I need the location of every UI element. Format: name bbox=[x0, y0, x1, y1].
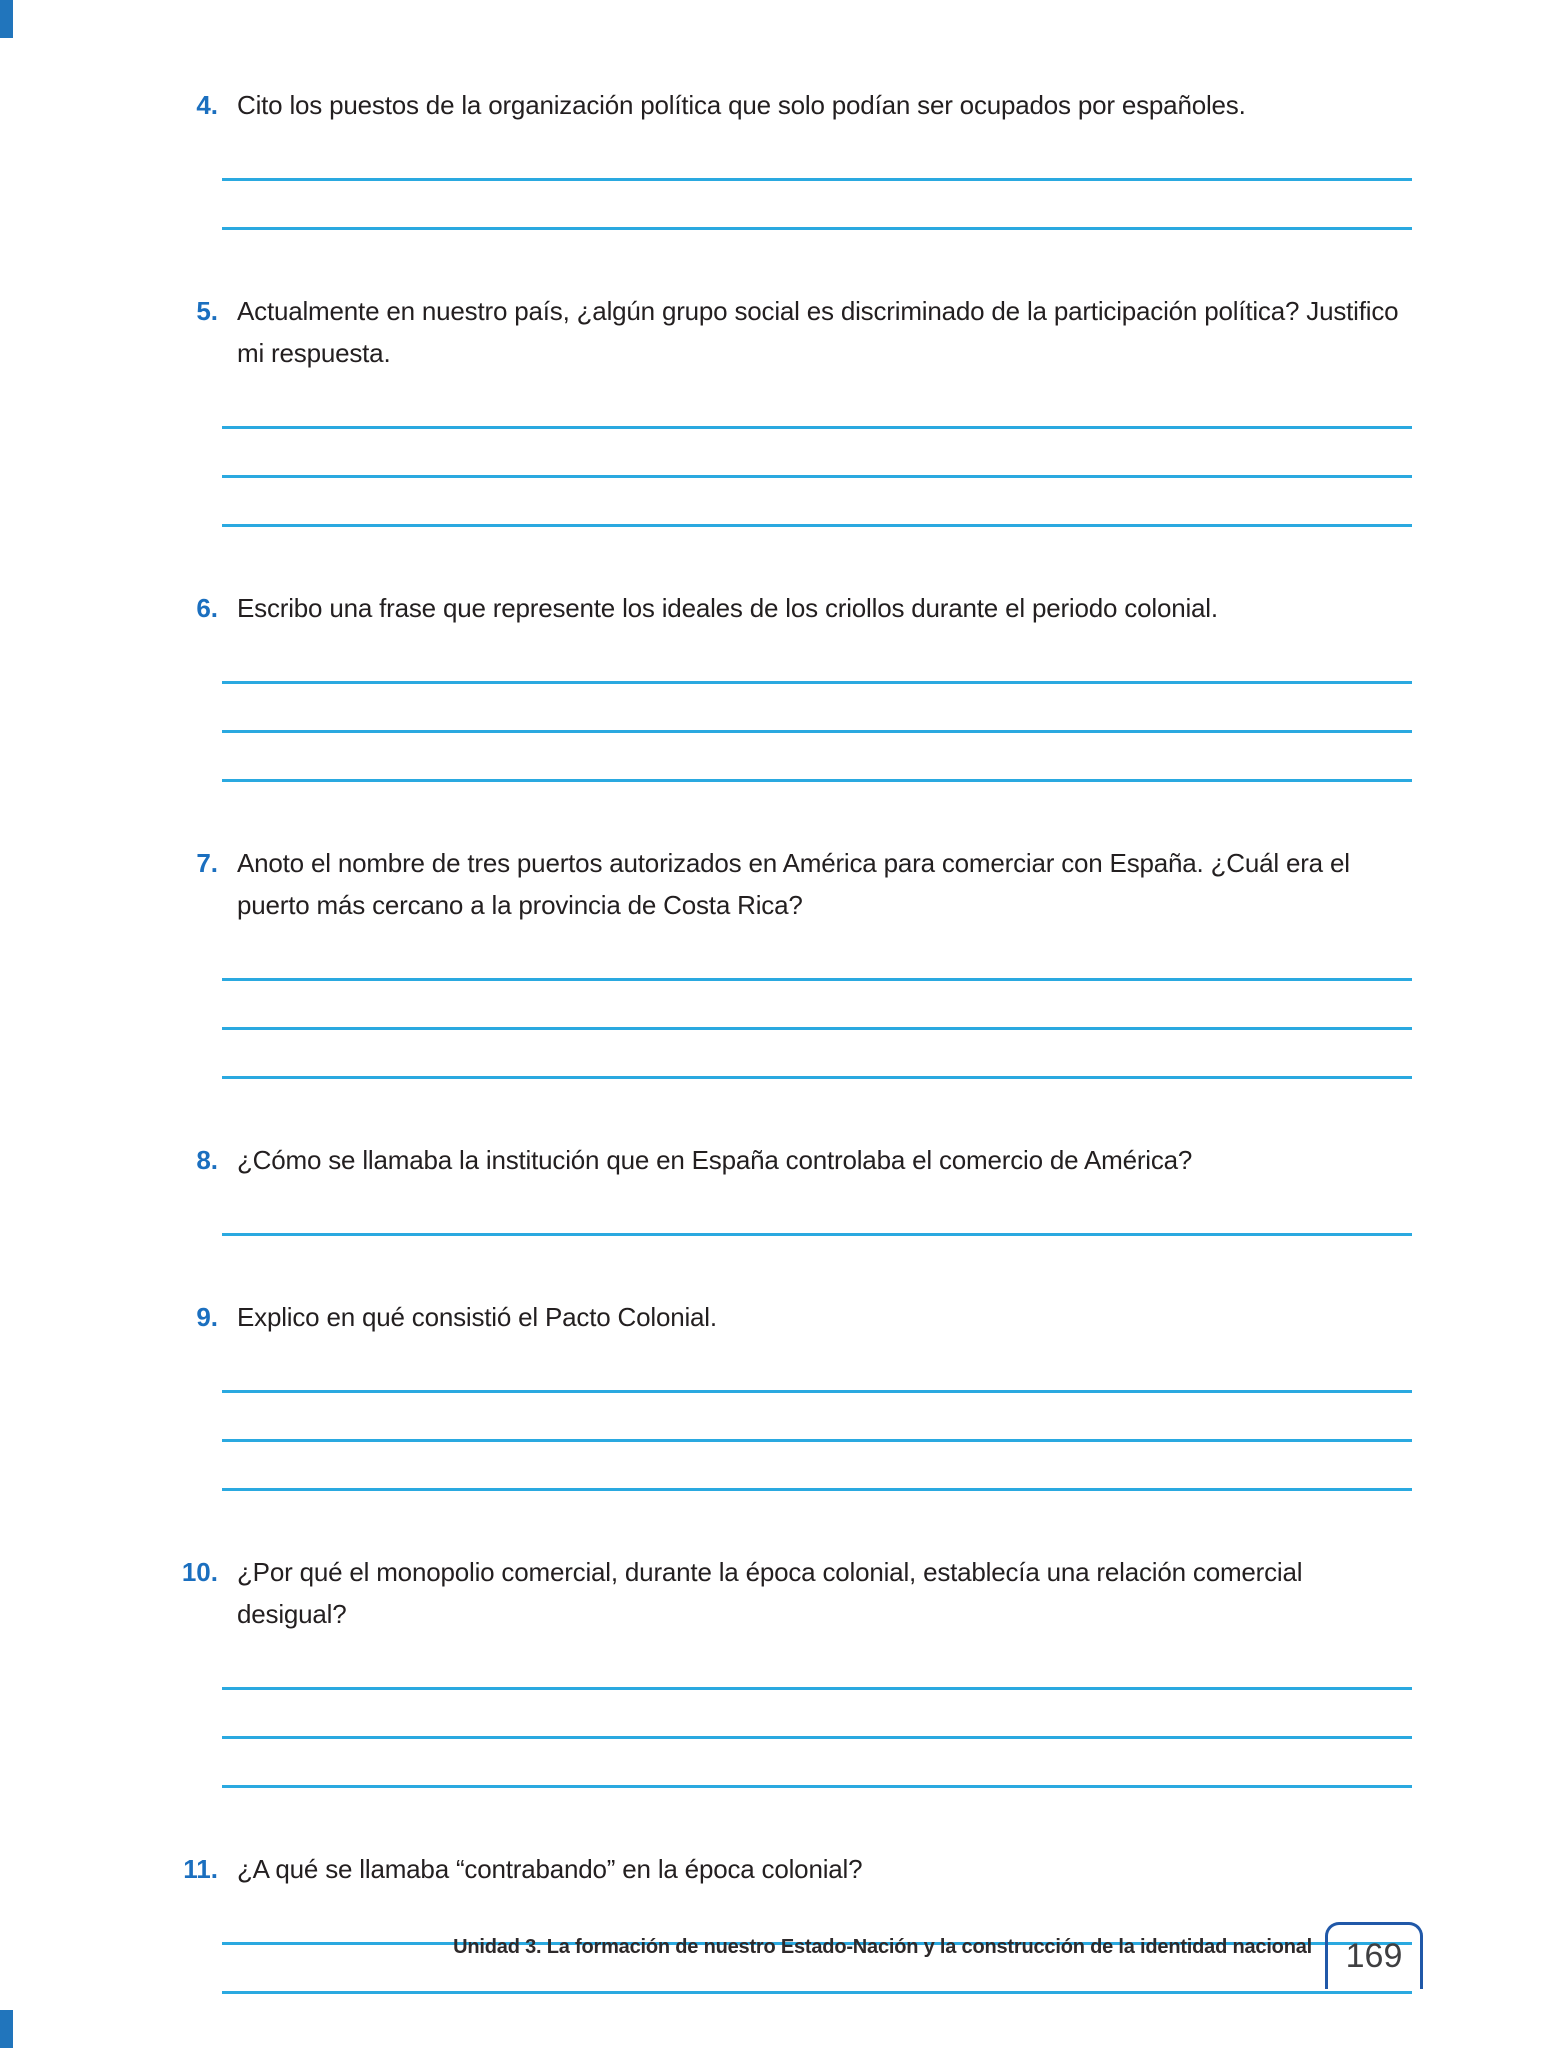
answer-line bbox=[222, 1344, 1412, 1393]
answer-line bbox=[222, 1442, 1412, 1491]
question-text: Anoto el nombre de tres puertos autorizados en América para comerciar con España. ¿Cuál era el puerto más cercano a la provincia de Costa Rica? bbox=[237, 848, 1350, 920]
question-text: ¿Por qué el monopolio comercial, durante la época colonial, establecía una relación comercial desigual? bbox=[237, 1557, 1303, 1629]
page-edge-tab-bottom bbox=[0, 2010, 13, 2048]
answer-lines bbox=[222, 1344, 1412, 1491]
question-item bbox=[196, 84, 1412, 230]
answer-line bbox=[222, 981, 1412, 1030]
question-text: Actualmente en nuestro país, ¿algún grupo social es discriminado de la participación política? Justifico mi respuesta. bbox=[237, 296, 1399, 368]
question-number: 5. bbox=[196, 296, 218, 326]
answer-line bbox=[222, 181, 1412, 230]
answer-lines bbox=[222, 932, 1412, 1079]
question-item bbox=[181, 1551, 1412, 1788]
questions bbox=[181, 84, 1412, 2048]
answer-line bbox=[222, 1641, 1412, 1690]
question-item bbox=[196, 290, 1412, 527]
question-number: 8. bbox=[196, 1145, 218, 1175]
question-number: 11. bbox=[183, 1854, 218, 1884]
question-number: 7. bbox=[196, 848, 218, 878]
question-text: Cito los puestos de la organización política que solo podían ser ocupados por españoles. bbox=[237, 90, 1246, 120]
question-item bbox=[196, 842, 1412, 1079]
question-number: 9. bbox=[196, 1302, 218, 1332]
answer-line bbox=[222, 1393, 1412, 1442]
question-number: 10. bbox=[181, 1557, 218, 1587]
answer-line bbox=[222, 635, 1412, 684]
answer-lines bbox=[222, 380, 1412, 527]
question-number: 4. bbox=[196, 90, 218, 120]
answer-line bbox=[222, 932, 1412, 981]
answer-line bbox=[222, 1690, 1412, 1739]
page-number: 169 bbox=[1345, 1937, 1403, 1975]
question-item bbox=[196, 1139, 1412, 1236]
answer-line bbox=[222, 132, 1412, 181]
answer-line bbox=[222, 684, 1412, 733]
answer-lines bbox=[222, 1641, 1412, 1788]
question-number: 6. bbox=[196, 593, 218, 623]
answer-line bbox=[222, 1739, 1412, 1788]
answer-line bbox=[222, 429, 1412, 478]
answer-lines bbox=[222, 132, 1412, 230]
page-footer bbox=[0, 1922, 1564, 1992]
footer-caption: Unidad 3. La formación de nuestro Estado-Nación y la construcción de la identidad nacional bbox=[453, 1936, 1312, 1958]
question-item bbox=[196, 587, 1412, 782]
question-text: Escribo una frase que represente los ideales de los criollos durante el periodo colonial. bbox=[237, 593, 1218, 623]
answer-line bbox=[222, 1030, 1412, 1079]
answer-line bbox=[222, 380, 1412, 429]
question-text: ¿Cómo se llamaba la institución que en España controlaba el comercio de América? bbox=[237, 1145, 1193, 1175]
page-number-tab bbox=[1325, 1922, 1423, 1989]
answer-line bbox=[222, 733, 1412, 782]
question-item bbox=[196, 1296, 1412, 1491]
answer-lines bbox=[222, 1187, 1412, 1236]
page-edge-tab-top bbox=[0, 0, 13, 38]
answer-lines bbox=[222, 635, 1412, 782]
question-text: ¿A qué se llamaba “contrabando” en la época colonial? bbox=[237, 1854, 863, 1884]
answer-line bbox=[222, 1187, 1412, 1236]
question-text: Explico en qué consistió el Pacto Colonial. bbox=[237, 1302, 717, 1332]
answer-line bbox=[222, 478, 1412, 527]
